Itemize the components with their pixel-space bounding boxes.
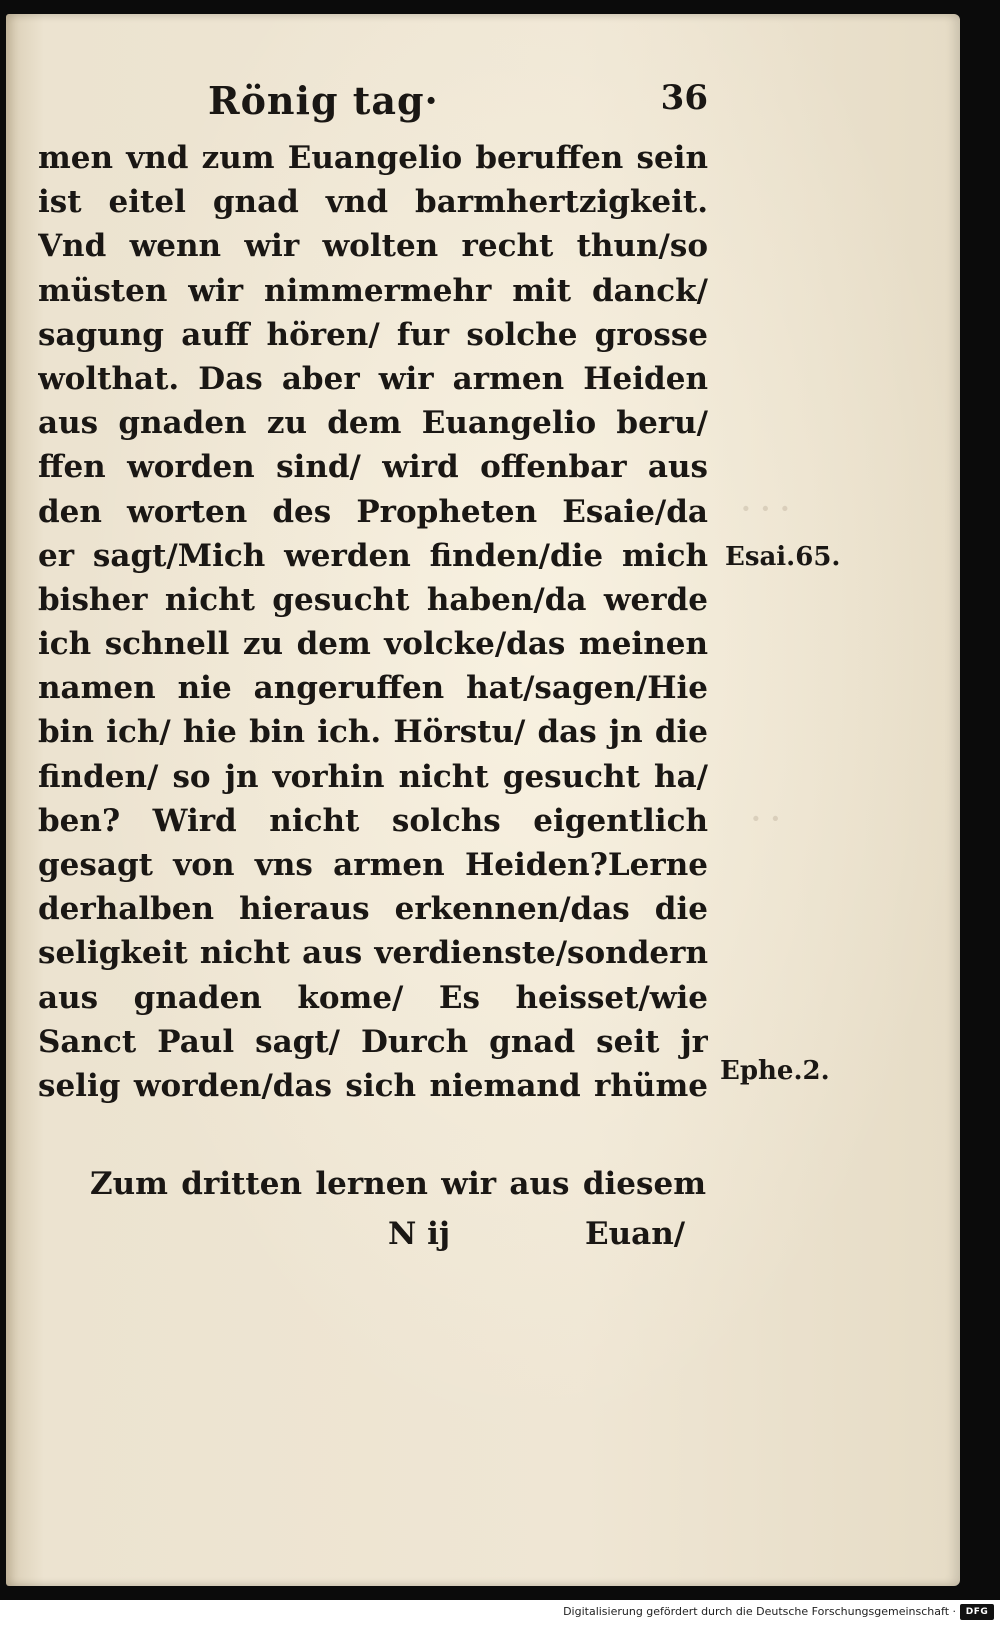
catchword: Euan/	[585, 1216, 686, 1252]
text-line: namen nie angeruffen hat/sagen/Hie	[38, 670, 708, 707]
text-line: bisher nicht gesucht haben/da werde	[38, 581, 708, 618]
text-line: aus gnaden zu dem Euangelio beru/	[38, 405, 708, 442]
text-line: aus gnaden kome/ Es heisset/wie	[38, 979, 708, 1016]
text-line: seligkeit nicht aus verdienste/sondern	[38, 935, 708, 972]
text-line: Sanct Paul sagt/ Durch gnad seit jr	[38, 1023, 708, 1060]
running-head	[208, 78, 708, 128]
text-line: bin ich/ hie bin ich. Hörstu/ das jn die	[38, 714, 708, 751]
signature-mark: N ij	[388, 1216, 451, 1252]
body-text	[38, 136, 708, 1108]
text-line: ben? Wird nicht solchs eigentlich	[38, 802, 708, 839]
dfg-logo-icon: DFG	[960, 1604, 994, 1620]
margin-note-ephe: Ephe.2.	[720, 1056, 830, 1086]
margin-note-esai: Esai.65.	[725, 542, 841, 572]
show-through-text: · ·	[751, 802, 781, 835]
text-line: wolthat. Das aber wir armen Heiden	[38, 360, 708, 397]
running-head-title: Rönig tag·	[208, 78, 439, 123]
text-line: sagung auff hören/ fur solche grosse	[38, 316, 708, 353]
text-line: müsten wir nimmermehr mit danck/	[38, 272, 708, 309]
text-line: men vnd zum Euangelio beruffen sein	[38, 140, 708, 176]
text-line: ich schnell zu dem volcke/das meinen	[38, 626, 708, 663]
text-line: den worten des Propheten Esaie/da	[38, 493, 708, 530]
paragraph-start-line: Zum dritten lernen wir aus diesem	[90, 1166, 706, 1202]
text-line: derhalben hieraus erkennen/das die	[38, 891, 708, 928]
text-line: gesagt von vns armen Heiden?Lerne	[38, 847, 708, 883]
text-line: selig worden/das sich niemand rhüme	[38, 1067, 708, 1104]
text-line: finden/ so jn vorhin nicht gesucht ha/	[38, 758, 708, 795]
text-line: ffen worden sind/ wird offenbar aus	[38, 449, 708, 486]
text-line: ist eitel gnad vnd barmhertzigkeit.	[38, 184, 708, 221]
text-line: er sagt/Mich werden finden/die mich	[38, 537, 708, 574]
page-number: 36	[660, 78, 708, 118]
footer-credit: Digitalisierung gefördert durch die Deutsche Forschungsgemeinschaft ·	[563, 1605, 956, 1618]
footer-bar	[0, 1600, 1000, 1627]
show-through-text: · · ·	[741, 492, 790, 525]
text-line: Vnd wenn wir wolten recht thun/so	[38, 228, 708, 265]
